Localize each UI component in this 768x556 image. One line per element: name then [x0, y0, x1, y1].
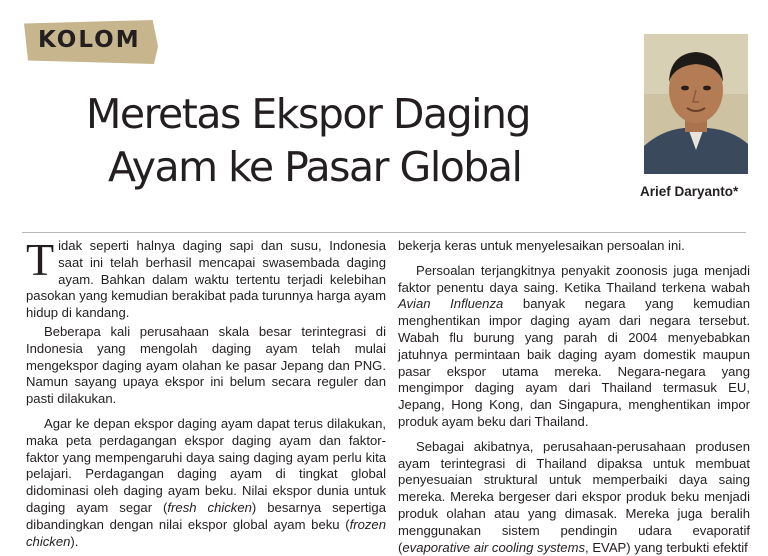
- italic-term: Avian Influenza: [398, 296, 504, 312]
- divider: [22, 232, 746, 233]
- paragraph: [398, 263, 750, 431]
- italic-term: evaporative air cooling systems: [402, 539, 586, 555]
- paragraph-text: Persoalan terjangkitnya penyakit zoonosis juga menjadi faktor penentu daya saing. Ketika Thailand terkena wabah: [398, 262, 750, 295]
- paragraph: bekerja keras untuk menyelesaikan persoalan ini.: [398, 238, 685, 253]
- article-column-right: [398, 238, 750, 556]
- author-portrait-image: [644, 34, 748, 174]
- headline-line-1: Meretas Ekspor Daging: [86, 90, 531, 138]
- italic-term: frozen chicken: [26, 516, 386, 549]
- paragraph-text: Agar ke depan ekspor daging ayam dapat terus dilakukan, maka peta perdagangan ekspor daging ayam dan faktor-faktor yang mempengaruhi daya saing daging ayam perlu kita pelajari. Perdagangan daging ayam di tingkat global didominasi oleh daging ayam beku. Nilai ekspor dunia untuk daging ayam segar (: [26, 415, 386, 515]
- headline: [86, 88, 606, 194]
- paragraph-text: Sebagai akibatnya, perusahaan-perusahaan produsen ayam terintegrasi di Thailand dipaksa untuk membuat penyesuaian struktural untuk memperbaiki daya saing mereka. Mereka bergeser dari ekspor produk beku menjadi produk olahan atau yang dimasak. Mereka juga beralih menggunakan sistem pendingin udara evaporatif (: [398, 438, 750, 555]
- section-label: KOLOM: [38, 27, 141, 53]
- paragraph-text: idak seperti halnya daging sapi dan susu, Indonesia saat ini telah berhasil mencapai swasembada daging ayam. Bahkan dalam waktu tertentu terjadi kelebihan pasokan yang kemudian berakibat pada turunnya harga ayam hidup di kandang.: [26, 238, 386, 321]
- paragraph: [26, 234, 386, 322]
- article-column-left: [26, 234, 386, 550]
- paragraph-text: banyak negara yang kemudian menghentikan impor daging ayam dari negara tersebut. Wabah flu burung yang parah di 2004 menyebabkan jatuhnya permintaan baik daging ayam domestik maupun pasar ekspor utama mereka. Negara-negara yang mengimpor daging ayam dari Thailand termasuk EU, Jepang, Hong Kong, dan Singapura, menghentikan impor produk ayam beku dari Thailand.: [398, 296, 750, 429]
- author-photo: [644, 34, 748, 174]
- paragraph-text: , EVAP) yang terbukti efektif: [585, 539, 748, 555]
- paragraph: [398, 439, 750, 556]
- paragraph: [26, 416, 386, 550]
- headline-line-2: Ayam ke Pasar Global: [108, 143, 522, 191]
- italic-term: fresh chicken: [167, 499, 252, 515]
- drop-cap: T: [26, 234, 55, 285]
- author-name: Arief Daryanto*: [640, 184, 739, 199]
- paragraph-text: ).: [70, 533, 79, 549]
- paragraph-text: ) besarnya sepertiga dibandingkan dengan nilai ekspor global ayam beku (: [26, 499, 386, 532]
- paragraph: Beberapa kali perusahaan skala besar terintegrasi di Indonesia yang mengolah daging ayam telah mulai mengekspor daging ayam olahan ke pasar Jepang dan PNG. Namun sayang upaya ekspor ini belum secara reguler dan pasti dilakukan.: [26, 323, 386, 407]
